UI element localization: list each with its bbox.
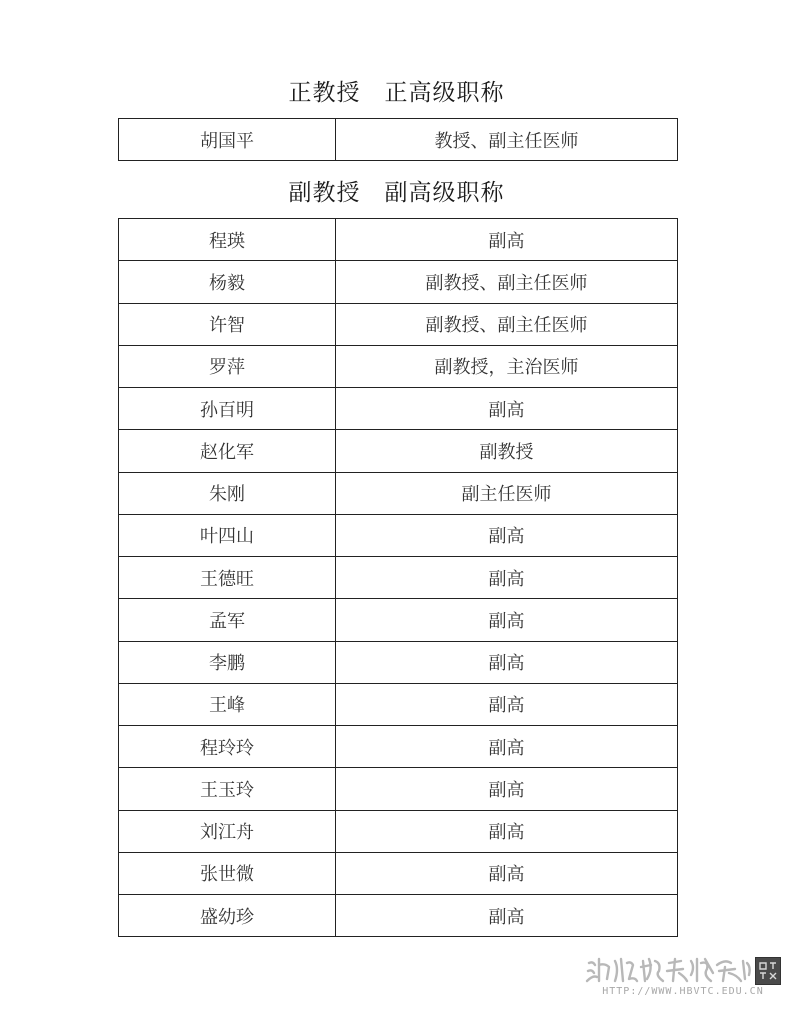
staff-name-cell: 张世微 bbox=[119, 852, 336, 894]
staff-title-cell: 副教授、副主任医师 bbox=[336, 261, 678, 303]
college-watermark bbox=[585, 955, 781, 1003]
staff-name-cell: 王峰 bbox=[119, 683, 336, 725]
staff-name-cell: 程瑛 bbox=[119, 219, 336, 261]
section-heading-full-professor: 正教授 正高级职称 bbox=[288, 80, 505, 106]
table-row bbox=[119, 726, 678, 768]
table-row bbox=[119, 345, 678, 387]
staff-name-cell: 程玲玲 bbox=[119, 726, 336, 768]
staff-name-cell: 李鹏 bbox=[119, 641, 336, 683]
staff-name-cell: 盛幼珍 bbox=[119, 895, 336, 937]
staff-title-cell: 教授、副主任医师 bbox=[336, 119, 678, 161]
staff-title-cell: 副高 bbox=[336, 895, 678, 937]
staff-title-cell: 副高 bbox=[336, 810, 678, 852]
staff-name-cell: 许智 bbox=[119, 303, 336, 345]
associate-professor-table bbox=[118, 218, 678, 937]
table-row bbox=[119, 683, 678, 725]
staff-name-cell: 胡国平 bbox=[119, 119, 336, 161]
staff-name-cell: 王德旺 bbox=[119, 557, 336, 599]
table-row bbox=[119, 641, 678, 683]
table-row bbox=[119, 472, 678, 514]
staff-title-cell: 副教授 bbox=[336, 430, 678, 472]
table-row bbox=[119, 219, 678, 261]
staff-title-cell: 副高 bbox=[336, 219, 678, 261]
table-row bbox=[119, 599, 678, 641]
table-row bbox=[119, 768, 678, 810]
table-row bbox=[119, 895, 678, 937]
staff-title-cell: 副主任医师 bbox=[336, 472, 678, 514]
table-row bbox=[119, 119, 678, 161]
table-row bbox=[119, 557, 678, 599]
table-row bbox=[119, 388, 678, 430]
watermark-url: HTTP://WWW.HBVTC.EDU.CN bbox=[602, 986, 764, 997]
staff-title-cell: 副高 bbox=[336, 726, 678, 768]
table-row bbox=[119, 810, 678, 852]
staff-title-cell: 副高 bbox=[336, 599, 678, 641]
associate-professor-table-body bbox=[119, 219, 678, 937]
staff-name-cell: 孟军 bbox=[119, 599, 336, 641]
staff-name-cell: 孙百明 bbox=[119, 388, 336, 430]
seal-stamp bbox=[755, 957, 781, 985]
staff-name-cell: 杨毅 bbox=[119, 261, 336, 303]
staff-title-cell: 副高 bbox=[336, 641, 678, 683]
full-professor-table bbox=[118, 118, 678, 161]
staff-name-cell: 赵化军 bbox=[119, 430, 336, 472]
staff-title-cell: 副高 bbox=[336, 852, 678, 894]
college-logo-calligraphy bbox=[585, 955, 753, 985]
staff-title-cell: 副高 bbox=[336, 683, 678, 725]
staff-title-cell: 副教授，主治医师 bbox=[336, 345, 678, 387]
table-row bbox=[119, 852, 678, 894]
table-row bbox=[119, 514, 678, 556]
staff-title-cell: 副高 bbox=[336, 514, 678, 556]
staff-name-cell: 叶四山 bbox=[119, 514, 336, 556]
staff-title-cell: 副高 bbox=[336, 768, 678, 810]
full-professor-table-body bbox=[119, 119, 678, 161]
staff-title-cell: 副教授、副主任医师 bbox=[336, 303, 678, 345]
table-row bbox=[119, 303, 678, 345]
staff-title-cell: 副高 bbox=[336, 557, 678, 599]
staff-name-cell: 朱刚 bbox=[119, 472, 336, 514]
staff-name-cell: 王玉玲 bbox=[119, 768, 336, 810]
table-row bbox=[119, 430, 678, 472]
staff-name-cell: 罗萍 bbox=[119, 345, 336, 387]
section-heading-associate-professor: 副教授 副高级职称 bbox=[288, 180, 505, 206]
staff-name-cell: 刘江舟 bbox=[119, 810, 336, 852]
table-row bbox=[119, 261, 678, 303]
staff-title-cell: 副高 bbox=[336, 388, 678, 430]
